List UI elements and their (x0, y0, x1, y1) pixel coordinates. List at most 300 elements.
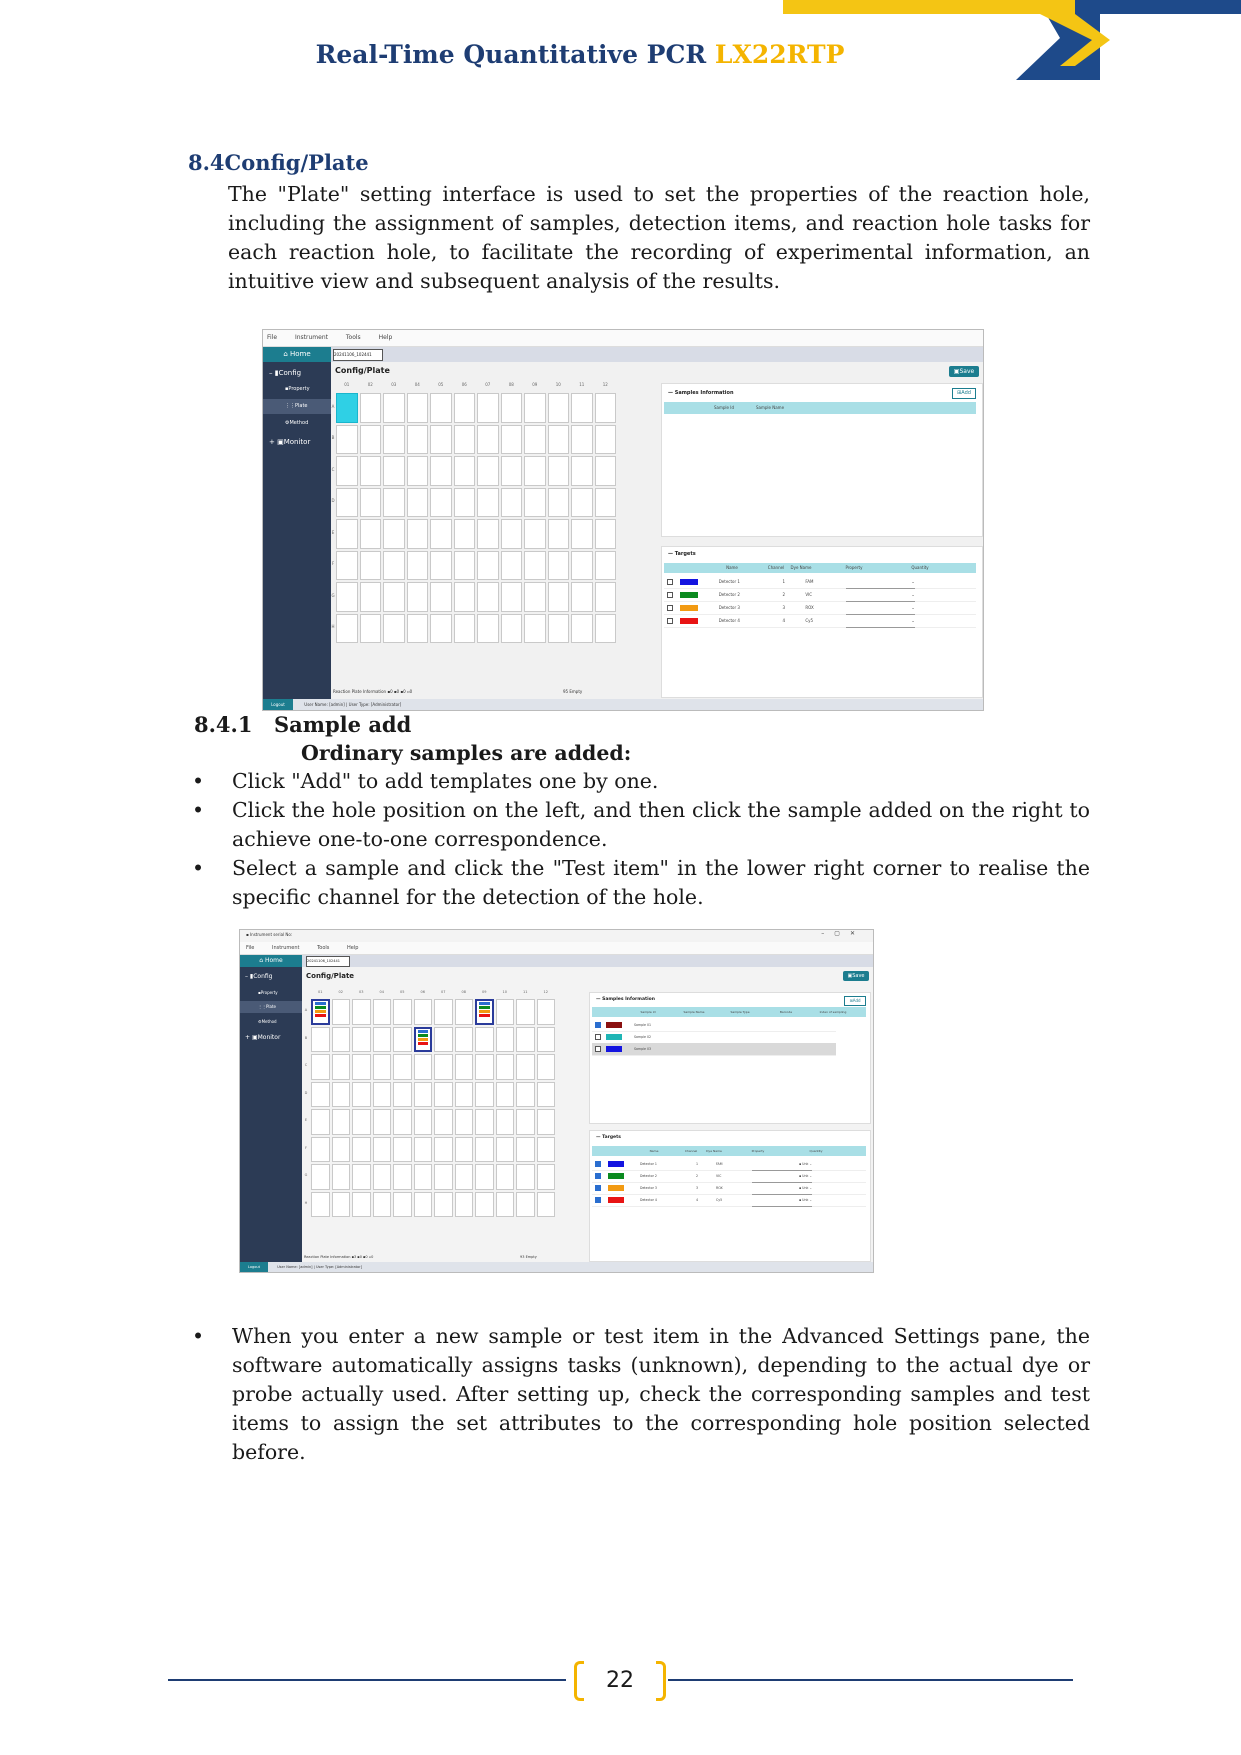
well-G03[interactable] (383, 582, 405, 612)
well-G05[interactable] (393, 1164, 412, 1190)
row-checkbox[interactable] (667, 579, 673, 585)
well-F04[interactable] (373, 1137, 392, 1163)
well-F02[interactable] (360, 551, 382, 581)
target-channel: 2 (782, 592, 786, 597)
well-G04[interactable] (407, 582, 429, 612)
well-B04[interactable] (407, 425, 429, 455)
well-G05[interactable] (430, 582, 452, 612)
well-G11[interactable] (516, 1164, 535, 1190)
well-C04[interactable] (373, 1054, 392, 1080)
well-G07[interactable] (434, 1164, 453, 1190)
well-G01[interactable] (311, 1164, 330, 1190)
well-E02[interactable] (332, 1109, 351, 1135)
sidebar-item-config[interactable]: – ▮Config (269, 369, 302, 377)
col-dye: Dye Name (790, 565, 812, 570)
well-B10[interactable] (496, 1027, 515, 1053)
well-G07[interactable] (477, 582, 499, 612)
well-B04[interactable] (373, 1027, 392, 1053)
page-title: Config/Plate (306, 972, 355, 980)
well-B07[interactable] (434, 1027, 453, 1053)
well-H08[interactable] (455, 1192, 474, 1218)
well-H11[interactable] (571, 614, 593, 644)
well-E12[interactable] (537, 1109, 556, 1135)
well-F04[interactable] (407, 551, 429, 581)
well-G06[interactable] (414, 1164, 433, 1190)
well-H11[interactable] (516, 1192, 535, 1218)
add-label: Add (961, 390, 971, 396)
sidebar-item-method[interactable] (263, 417, 331, 430)
well-G02[interactable] (332, 1164, 351, 1190)
property-select[interactable]: ⌄ (846, 601, 914, 615)
well-H12[interactable] (537, 1192, 556, 1218)
home-label: Home (290, 350, 311, 358)
well-D10[interactable] (548, 488, 570, 518)
well-G01[interactable] (336, 582, 358, 612)
well-D06[interactable] (454, 488, 476, 518)
well-E04[interactable] (407, 519, 429, 549)
target-name: Detector 3 (718, 605, 740, 610)
sidebar (263, 347, 331, 710)
well-A03[interactable] (383, 393, 405, 423)
col-barcode: Barcode (779, 1010, 793, 1014)
close-icon[interactable]: ✕ (849, 930, 865, 937)
header-title (300, 40, 860, 69)
row-header: B (304, 1035, 308, 1040)
well-H09[interactable] (475, 1192, 494, 1218)
row-checkbox[interactable] (667, 618, 673, 624)
property-select[interactable]: ▪ Unk ⌄ (752, 1182, 812, 1195)
well-H03[interactable] (383, 614, 405, 644)
assigned-well[interactable] (475, 999, 494, 1025)
add-sample-button[interactable]: ⊞Add (844, 996, 866, 1006)
well-B09[interactable] (475, 1027, 494, 1053)
tab-experiment[interactable]: 20241106_102441 (333, 349, 383, 361)
well-A10[interactable] (496, 999, 515, 1025)
row-header: E (304, 1118, 308, 1123)
well-D01[interactable] (336, 488, 358, 518)
col-index: Index of sampling (819, 1010, 847, 1014)
well-C02[interactable] (332, 1054, 351, 1080)
well-F08[interactable] (501, 551, 523, 581)
well-B03[interactable] (383, 425, 405, 455)
well-G03[interactable] (352, 1164, 371, 1190)
property-select[interactable]: ▪ Unk ⌄ (752, 1194, 812, 1207)
well-G04[interactable] (373, 1164, 392, 1190)
well-G12[interactable] (595, 582, 617, 612)
well-H12[interactable] (595, 614, 617, 644)
well-A08[interactable] (501, 393, 523, 423)
property-select[interactable]: ▪ Unk ⌄ (752, 1170, 812, 1183)
well-E07[interactable] (477, 519, 499, 549)
sidebar-item-plate[interactable] (263, 399, 331, 414)
well-F03[interactable] (383, 551, 405, 581)
target-channel: 1 (696, 1162, 699, 1166)
well-C10[interactable] (496, 1054, 515, 1080)
well-B07[interactable] (477, 425, 499, 455)
well-G02[interactable] (360, 582, 382, 612)
row-checkbox[interactable] (595, 1185, 601, 1191)
well-B06[interactable] (454, 425, 476, 455)
well-F10[interactable] (496, 1137, 515, 1163)
table-row[interactable] (664, 588, 976, 602)
well-H07[interactable] (434, 1192, 453, 1218)
column-header: 04 (379, 990, 384, 994)
well-D08[interactable] (501, 488, 523, 518)
well-D05[interactable] (393, 1082, 412, 1108)
well-D04[interactable] (373, 1082, 392, 1108)
well-F11[interactable] (571, 551, 593, 581)
well-D03[interactable] (383, 488, 405, 518)
well-B12[interactable] (537, 1027, 556, 1053)
well-C04[interactable] (407, 456, 429, 486)
well-H05[interactable] (430, 614, 452, 644)
well-G10[interactable] (496, 1164, 515, 1190)
home-button[interactable] (263, 347, 331, 362)
logout-button[interactable]: Logout (240, 1262, 268, 1272)
well-A04[interactable] (407, 393, 429, 423)
channel-stripe (479, 1002, 490, 1005)
well-G09[interactable] (475, 1164, 494, 1190)
col-quantity: Quantity (911, 565, 929, 570)
well-E02[interactable] (360, 519, 382, 549)
sidebar-item-monitor[interactable]: + ▣Monitor (245, 1034, 281, 1041)
empty-count: 95 Empty (563, 689, 583, 694)
row-header: H (304, 1200, 308, 1205)
row-checkbox[interactable] (595, 1197, 601, 1203)
assigned-well[interactable] (311, 999, 330, 1025)
color-swatch (606, 1046, 622, 1052)
well-G08[interactable] (501, 582, 523, 612)
target-dye: FAM (716, 1162, 723, 1166)
well-A06[interactable] (414, 999, 433, 1025)
channel-stripe (315, 1006, 326, 1009)
config-icon: ▮ (249, 973, 254, 980)
well-A02[interactable] (360, 393, 382, 423)
well-B02[interactable] (332, 1027, 351, 1053)
well-F07[interactable] (477, 551, 499, 581)
row-header: G (304, 1173, 308, 1178)
well-G10[interactable] (548, 582, 570, 612)
well-E07[interactable] (434, 1109, 453, 1135)
well-C05[interactable] (430, 456, 452, 486)
well-C12[interactable] (537, 1054, 556, 1080)
well-H01[interactable] (311, 1192, 330, 1218)
tab-experiment[interactable]: 20241106_102441 (306, 956, 350, 967)
well-E10[interactable] (496, 1109, 515, 1135)
sidebar-item-property[interactable] (263, 383, 331, 396)
list-item-text: Click "Add" to add templates one by one. (232, 769, 659, 793)
well-F09[interactable] (524, 551, 546, 581)
row-checkbox[interactable] (595, 1022, 601, 1028)
well-F09[interactable] (475, 1137, 494, 1163)
table-row[interactable] (592, 1043, 836, 1056)
well-G12[interactable] (537, 1164, 556, 1190)
well-B05[interactable] (393, 1027, 412, 1053)
well-C08[interactable] (501, 456, 523, 486)
menu-instrument[interactable]: Instrument (294, 334, 328, 341)
row-checkbox[interactable] (595, 1161, 601, 1167)
well-F12[interactable] (595, 551, 617, 581)
well-F11[interactable] (516, 1137, 535, 1163)
well-E01[interactable] (336, 519, 358, 549)
well-C10[interactable] (548, 456, 570, 486)
well-H01[interactable] (336, 614, 358, 644)
channel-stripe (479, 1006, 490, 1009)
well-H04[interactable] (407, 614, 429, 644)
well-B08[interactable] (501, 425, 523, 455)
well-C05[interactable] (393, 1054, 412, 1080)
well-A02[interactable] (332, 999, 351, 1025)
well-D03[interactable] (352, 1082, 371, 1108)
well-B08[interactable] (455, 1027, 474, 1053)
well-F01[interactable] (311, 1137, 330, 1163)
menu-instrument[interactable]: Instrument (271, 945, 300, 951)
well-B02[interactable] (360, 425, 382, 455)
col-name: Name (726, 565, 738, 570)
well-H05[interactable] (393, 1192, 412, 1218)
sidebar-item-plate[interactable] (240, 1001, 302, 1013)
channel-stripe (418, 1038, 429, 1041)
header-model: LX22RTP (714, 40, 845, 69)
well-H02[interactable] (360, 614, 382, 644)
property-select[interactable]: ⌄ (846, 588, 914, 602)
well-E03[interactable] (352, 1109, 371, 1135)
well-C02[interactable] (360, 456, 382, 486)
color-swatch (608, 1173, 624, 1179)
well-E03[interactable] (383, 519, 405, 549)
well-C07[interactable] (434, 1054, 453, 1080)
well-B05[interactable] (430, 425, 452, 455)
table-row[interactable] (664, 575, 976, 589)
row-checkbox[interactable] (595, 1046, 601, 1052)
well-D10[interactable] (496, 1082, 515, 1108)
well-E01[interactable] (311, 1109, 330, 1135)
well-C08[interactable] (455, 1054, 474, 1080)
well-C12[interactable] (595, 456, 617, 486)
well-G09[interactable] (524, 582, 546, 612)
well-D04[interactable] (407, 488, 429, 518)
sidebar-item-method[interactable] (240, 1016, 302, 1027)
well-F05[interactable] (393, 1137, 412, 1163)
well-C09[interactable] (524, 456, 546, 486)
well-H07[interactable] (477, 614, 499, 644)
well-G06[interactable] (454, 582, 476, 612)
menu-tools[interactable]: Tools (317, 945, 330, 951)
save-button[interactable] (949, 366, 979, 377)
well-C11[interactable] (516, 1054, 535, 1080)
well-G08[interactable] (455, 1164, 474, 1190)
well-A09[interactable] (524, 393, 546, 423)
assigned-well[interactable] (414, 1027, 433, 1053)
table-row[interactable] (664, 601, 976, 615)
samples-title: — Samples Information (596, 997, 655, 1002)
well-E09[interactable] (475, 1109, 494, 1135)
well-D11[interactable] (571, 488, 593, 518)
well-C01[interactable] (311, 1054, 330, 1080)
subsection-title: Sample add (274, 712, 412, 737)
well-C09[interactable] (475, 1054, 494, 1080)
well-H10[interactable] (496, 1192, 515, 1218)
well-E09[interactable] (524, 519, 546, 549)
well-F10[interactable] (548, 551, 570, 581)
well-F07[interactable] (434, 1137, 453, 1163)
well-D12[interactable] (537, 1082, 556, 1108)
well-H10[interactable] (548, 614, 570, 644)
column-header: 06 (461, 382, 467, 387)
save-button[interactable] (843, 971, 869, 981)
property-select[interactable]: ▪ Unk ⌄ (752, 1158, 812, 1171)
well-E08[interactable] (455, 1109, 474, 1135)
home-button[interactable] (240, 955, 302, 967)
well-C01[interactable] (336, 456, 358, 486)
menu-help[interactable]: Help (347, 945, 359, 951)
well-D05[interactable] (430, 488, 452, 518)
well-F08[interactable] (455, 1137, 474, 1163)
row-header: A (304, 1008, 308, 1013)
status-bar: Logout User Name: [admin] | User Type: [Administrator] (240, 1262, 873, 1272)
well-C03[interactable] (352, 1054, 371, 1080)
well-B12[interactable] (595, 425, 617, 455)
well-F12[interactable] (537, 1137, 556, 1163)
well-F02[interactable] (332, 1137, 351, 1163)
color-swatch (608, 1161, 624, 1167)
well-A06[interactable] (454, 393, 476, 423)
well-A11[interactable] (571, 393, 593, 423)
well-E06[interactable] (414, 1109, 433, 1135)
col-sample-name: Sample Name (755, 405, 785, 410)
well-B03[interactable] (352, 1027, 371, 1053)
sidebar-item-monitor[interactable]: + ▣Monitor (269, 438, 311, 446)
well-B09[interactable] (524, 425, 546, 455)
well-B11[interactable] (516, 1027, 535, 1053)
well-A07[interactable] (477, 393, 499, 423)
well-H09[interactable] (524, 614, 546, 644)
menu-tools[interactable]: Tools (345, 334, 361, 341)
well-E04[interactable] (373, 1109, 392, 1135)
well-E11[interactable] (516, 1109, 535, 1135)
well-C06[interactable] (454, 456, 476, 486)
well-A12[interactable] (537, 999, 556, 1025)
well-G11[interactable] (571, 582, 593, 612)
config-icon: ▮ (274, 369, 279, 377)
menu-help[interactable]: Help (378, 334, 393, 341)
well-D11[interactable] (516, 1082, 535, 1108)
well-B10[interactable] (548, 425, 570, 455)
property-select[interactable]: ⌄ (846, 575, 914, 589)
well-D09[interactable] (475, 1082, 494, 1108)
well-B01[interactable] (336, 425, 358, 455)
well-H04[interactable] (373, 1192, 392, 1218)
well-F06[interactable] (414, 1137, 433, 1163)
footer-line-right (668, 1679, 1073, 1681)
well-A08[interactable] (455, 999, 474, 1025)
well-B11[interactable] (571, 425, 593, 455)
well-C07[interactable] (477, 456, 499, 486)
well-D09[interactable] (524, 488, 546, 518)
sidebar (240, 955, 302, 1272)
row-header: B (331, 435, 335, 441)
well-H06[interactable] (414, 1192, 433, 1218)
well-D12[interactable] (595, 488, 617, 518)
sidebar-label: Config (253, 973, 273, 980)
sidebar-item-property[interactable] (240, 987, 302, 998)
home-label: Home (265, 957, 283, 964)
well-E12[interactable] (595, 519, 617, 549)
well-A01[interactable] (336, 393, 358, 423)
column-header: 01 (344, 382, 350, 387)
well-E10[interactable] (548, 519, 570, 549)
table-row[interactable] (592, 1194, 866, 1207)
sample-name: Sample 02 (634, 1035, 652, 1039)
well-D06[interactable] (414, 1082, 433, 1108)
targets-header (592, 1146, 866, 1156)
target-channel: 3 (782, 605, 786, 610)
well-H03[interactable] (352, 1192, 371, 1218)
property-select[interactable]: ⌄ (846, 614, 914, 628)
row-header: G (331, 592, 335, 598)
well-F06[interactable] (454, 551, 476, 581)
well-D07[interactable] (434, 1082, 453, 1108)
well-D02[interactable] (332, 1082, 351, 1108)
well-E05[interactable] (430, 519, 452, 549)
samples-title-text: Samples Information (602, 997, 655, 1002)
well-A07[interactable] (434, 999, 453, 1025)
column-header: 01 (318, 990, 323, 994)
row-checkbox[interactable] (595, 1173, 601, 1179)
well-E05[interactable] (393, 1109, 412, 1135)
well-A03[interactable] (352, 999, 371, 1025)
menu-file[interactable]: File (246, 945, 255, 951)
well-C11[interactable] (571, 456, 593, 486)
add-sample-button[interactable]: ⊞Add (952, 388, 976, 399)
samples-title: — Samples Information (668, 390, 734, 396)
row-checkbox[interactable] (667, 592, 673, 598)
well-H02[interactable] (332, 1192, 351, 1218)
well-A12[interactable] (595, 393, 617, 423)
row-checkbox[interactable] (667, 605, 673, 611)
well-A05[interactable] (430, 393, 452, 423)
row-header: H (331, 624, 335, 630)
well-C03[interactable] (383, 456, 405, 486)
maximize-icon[interactable]: ▢ (834, 930, 850, 937)
well-A10[interactable] (548, 393, 570, 423)
logout-button[interactable]: Logout (263, 699, 293, 710)
well-F05[interactable] (430, 551, 452, 581)
well-B01[interactable] (311, 1027, 330, 1053)
well-A05[interactable] (393, 999, 412, 1025)
well-E06[interactable] (454, 519, 476, 549)
well-H06[interactable] (454, 614, 476, 644)
well-A04[interactable] (373, 999, 392, 1025)
row-checkbox[interactable] (595, 1034, 601, 1040)
menu-file[interactable]: File (267, 334, 278, 341)
table-row[interactable] (664, 614, 976, 628)
section-heading (188, 150, 369, 175)
well-D07[interactable] (477, 488, 499, 518)
well-A11[interactable] (516, 999, 535, 1025)
well-F03[interactable] (352, 1137, 371, 1163)
well-E11[interactable] (571, 519, 593, 549)
well-D08[interactable] (455, 1082, 474, 1108)
well-F01[interactable] (336, 551, 358, 581)
well-C06[interactable] (414, 1054, 433, 1080)
well-D02[interactable] (360, 488, 382, 518)
well-D01[interactable] (311, 1082, 330, 1108)
sidebar-item-config[interactable]: – ▮Config (245, 973, 273, 980)
well-E08[interactable] (501, 519, 523, 549)
minimize-icon[interactable]: – (821, 930, 835, 937)
well-H08[interactable] (501, 614, 523, 644)
